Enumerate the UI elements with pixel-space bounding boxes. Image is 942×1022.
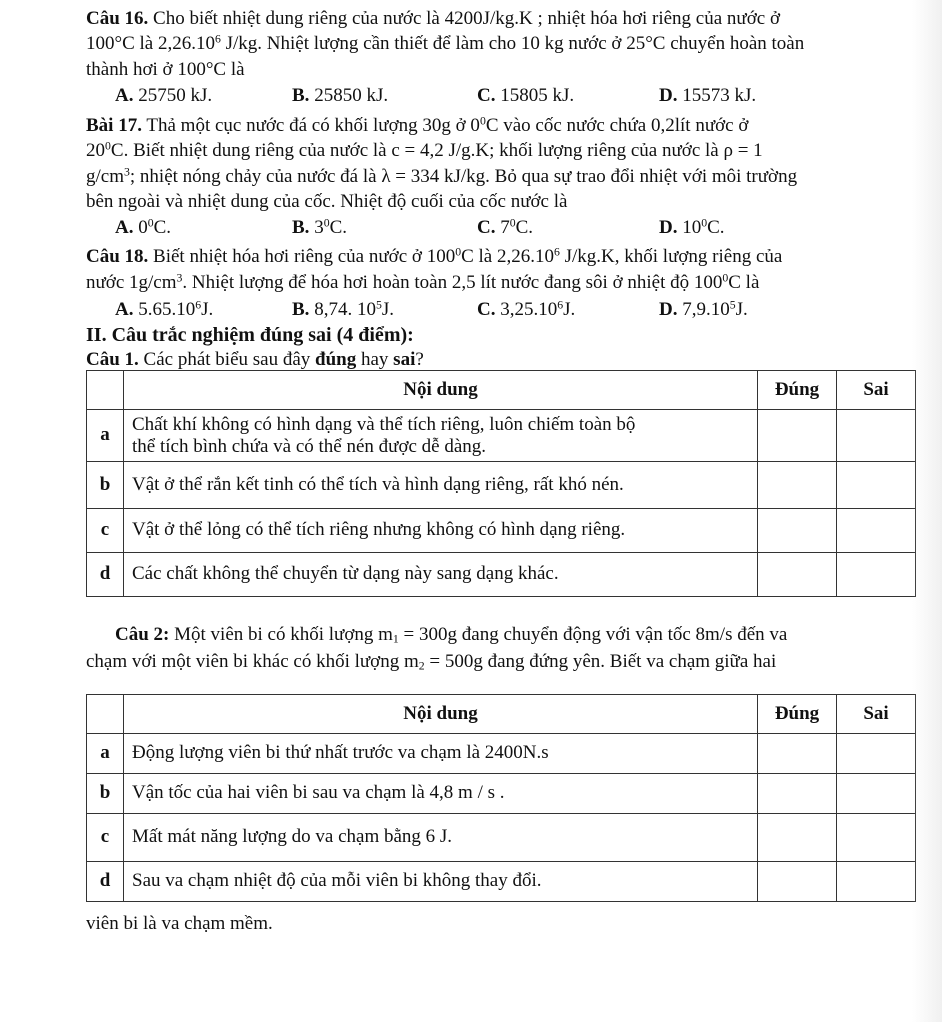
q16-line1 — [86, 8, 780, 31]
q16-option-d-key: D. — [659, 85, 678, 106]
q16-option-a-key: A. — [115, 85, 134, 106]
q18-option-c-sup: 6 — [557, 298, 564, 312]
q16-option-c-text: 15805 kJ. — [500, 85, 575, 106]
q17-option-d-key: D. — [659, 217, 678, 238]
q17-text1a: Thả một cục nước đá có khối lượng 30g ở 0 — [146, 115, 480, 136]
tf2-text1a: Một viên bi có khối lượng m — [169, 624, 393, 645]
q18-sup1: 0 — [455, 245, 462, 259]
q17-option-c — [477, 217, 533, 240]
tf1-header-content: Nội dung — [124, 371, 758, 410]
false-answer-cell[interactable] — [837, 410, 916, 462]
q17-label: Bài 17. — [86, 115, 142, 136]
q18-option-c-num: 3,25.10 — [500, 299, 558, 320]
tf1-intro-mid: hay — [356, 349, 394, 370]
tf1-header-true: Đúng — [758, 371, 837, 410]
false-answer-cell[interactable] — [837, 734, 916, 774]
q16-text1: Cho biết nhiệt dung riêng của nước là 4200J/kg.K ; nhiệt hóa hơi riêng của nước ở — [153, 8, 781, 29]
table-row — [87, 814, 916, 862]
row-label: b — [87, 774, 124, 814]
q18-line1 — [86, 246, 782, 269]
table-row — [87, 462, 916, 509]
tf1-table — [86, 370, 916, 597]
tf1-intro — [86, 349, 424, 372]
q18-sup2b: 0 — [722, 271, 729, 285]
tf1-header-row — [87, 371, 916, 410]
row-label: d — [87, 553, 124, 597]
q17-option-d-num: 10 — [682, 217, 702, 238]
tf2-text2b: = 500g đang đứng yên. Biết va chạm giữa hai — [424, 651, 777, 672]
q18-option-c-key: C. — [477, 299, 496, 320]
q18-option-a-unit: J. — [201, 299, 214, 320]
tf1-intro-text: Các phát biểu sau đây — [138, 349, 316, 370]
row-content: Vật ở thể lỏng có thể tích riêng nhưng không có hình dạng riêng. — [124, 509, 758, 553]
q17-option-d-sup: 0 — [701, 216, 708, 230]
q16-line2 — [86, 33, 804, 56]
q16-option-b-text: 25850 kJ. — [314, 85, 389, 106]
q18-option-b-unit: J. — [381, 299, 394, 320]
row-label: a — [87, 410, 124, 462]
table-row — [87, 774, 916, 814]
tf2-header-label — [87, 695, 124, 734]
q18-text2c: C là — [728, 272, 760, 293]
tf2-label: Câu 2: — [115, 624, 170, 645]
true-answer-cell[interactable] — [758, 410, 837, 462]
q17-option-b-unit: C. — [329, 217, 348, 238]
q16-option-b-key: B. — [292, 85, 310, 106]
q16-text2b: J/kg. Nhiệt lượng cần thiết để làm cho 10 kg nước ở 25°C chuyển hoàn toàn — [220, 33, 805, 54]
q16-label: Câu 16. — [86, 8, 149, 29]
q18-option-d-unit: J. — [735, 299, 748, 320]
q18-option-d-key: D. — [659, 299, 678, 320]
q17-option-a — [115, 217, 171, 240]
table-row — [87, 734, 916, 774]
q17-option-a-num: 0 — [138, 217, 148, 238]
q16-option-c-key: C. — [477, 85, 496, 106]
q17-option-c-unit: C. — [515, 217, 534, 238]
q18-option-a-num: 5.65.10 — [138, 299, 196, 320]
row-content: Mất mát năng lượng do va chạm bằng 6 J. — [124, 814, 758, 862]
q16-option-d-text: 15573 kJ. — [682, 85, 757, 106]
q17-option-c-num: 7 — [500, 217, 510, 238]
row-content: Sau va chạm nhiệt độ của mỗi viên bi không thay đổi. — [124, 862, 758, 902]
q18-sup2: 3 — [176, 271, 183, 285]
tf2-line1 — [115, 624, 787, 647]
q17-option-a-key: A. — [115, 217, 134, 238]
q17-text2b: C. Biết nhiệt dung riêng của nước là c = 4,2 J/g.K; khối lượng riêng của nước là ρ = 1 — [110, 140, 763, 161]
q17-sup2: 0 — [105, 139, 111, 153]
tf2-header-true: Đúng — [758, 695, 837, 734]
q17-sup3: 3 — [124, 165, 130, 179]
row-content-line2: thể tích bình chứa và có thể nén được dễ dàng. — [132, 435, 487, 457]
true-answer-cell[interactable] — [758, 553, 837, 597]
tf2-text1b: = 300g đang chuyển động với vận tốc 8m/s đến va — [398, 624, 788, 645]
tf2-sub1: 1 — [392, 632, 399, 646]
q18-label: Câu 18. — [86, 246, 149, 267]
table-row — [87, 862, 916, 902]
q17-line3 — [86, 166, 797, 189]
q17-text2a: 20 — [86, 140, 105, 161]
q16-option-d — [659, 85, 756, 108]
q17-text1b: C vào cốc nước chứa 0,2lít nước ở — [485, 115, 749, 136]
row-label: b — [87, 462, 124, 509]
q18-option-b-num: 8,74. 10 — [314, 299, 376, 320]
false-answer-cell[interactable] — [837, 862, 916, 902]
q18-option-b-key: B. — [292, 299, 310, 320]
q18-line2 — [86, 272, 759, 295]
row-content: Các chất không thể chuyển từ dạng này sang dạng khác. — [124, 553, 758, 597]
tf2-text2a: chạm với một viên bi khác có khối lượng m — [86, 651, 419, 672]
q18-option-b — [292, 299, 394, 322]
q17-sup1: 0 — [479, 114, 486, 128]
row-content — [124, 410, 758, 462]
table-row — [87, 410, 916, 462]
tf1-header-label — [87, 371, 124, 410]
page-edge-shadow — [912, 0, 942, 1022]
row-content-line1: Chất khí không có hình dạng và thể tích riêng, luôn chiếm toàn bộ — [132, 413, 636, 435]
q18-text2b: . Nhiệt lượng để hóa hơi hoàn toàn 2,5 lít nước đang sôi ở nhiệt độ 100 — [182, 272, 723, 293]
row-content: Vật ở thể rắn kết tinh có thể tích và hình dạng riêng, rất khó nén. — [124, 462, 758, 509]
q17-option-a-unit: C. — [153, 217, 172, 238]
q17-line4: bên ngoài và nhiệt dung của cốc. Nhiệt độ cuối của cốc nước là — [86, 191, 568, 212]
q17-line1 — [86, 115, 748, 138]
q16-option-c — [477, 85, 574, 108]
q16-option-a-text: 25750 kJ. — [138, 85, 213, 106]
q18-option-d-sup: 5 — [729, 298, 736, 312]
q17-option-c-key: C. — [477, 217, 496, 238]
tf2-tail: viên bi là va chạm mềm. — [86, 913, 273, 934]
q18-text2a: nước 1g/cm — [86, 272, 177, 293]
false-answer-cell[interactable] — [837, 509, 916, 553]
row-label: a — [87, 734, 124, 774]
table-row — [87, 553, 916, 597]
q18-option-a-key: A. — [115, 299, 134, 320]
false-answer-cell[interactable] — [837, 462, 916, 509]
q18-option-d — [659, 299, 748, 322]
tf1-label: Câu 1. — [86, 349, 139, 370]
q18-text1a: Biết nhiệt hóa hơi riêng của nước ở 100 — [153, 246, 456, 267]
q18-text1c: J/kg.K, khối lượng riêng của — [559, 246, 783, 267]
table-row — [87, 509, 916, 553]
row-content: Vận tốc của hai viên bi sau va chạm là 4,8 m / s . — [124, 774, 758, 814]
row-label: d — [87, 862, 124, 902]
q18-text1b: C là 2,26.10 — [461, 246, 554, 267]
false-answer-cell[interactable] — [837, 774, 916, 814]
q17-option-d — [659, 217, 725, 240]
q17-option-b — [292, 217, 347, 240]
q17-option-b-key: B. — [292, 217, 310, 238]
false-answer-cell[interactable] — [837, 553, 916, 597]
tf2-header-content: Nội dung — [124, 695, 758, 734]
q16-sup: 6 — [214, 32, 221, 46]
q18-sup1b: 6 — [553, 245, 560, 259]
q17-option-d-unit: C. — [707, 217, 725, 238]
q18-option-c-unit: J. — [563, 299, 576, 320]
tf2-line2 — [86, 651, 776, 674]
true-answer-cell[interactable] — [758, 509, 837, 553]
q17-text3b: ; nhiệt nóng chảy của nước đá là λ = 334 kJ/kg. Bỏ qua sự trao đổi nhiệt với môi trường — [129, 166, 798, 187]
row-content: Động lượng viên bi thứ nhất trước va chạm là 2400N.s — [124, 734, 758, 774]
q17-line2 — [86, 140, 763, 163]
true-answer-cell[interactable] — [758, 862, 837, 902]
true-answer-cell[interactable] — [758, 462, 837, 509]
section2-title: II. Câu trắc nghiệm đúng sai (4 điểm): — [86, 324, 414, 346]
tf2-table — [86, 694, 916, 902]
false-answer-cell[interactable] — [837, 814, 916, 862]
true-answer-cell[interactable] — [758, 774, 837, 814]
q18-option-a — [115, 299, 213, 322]
q16-option-b — [292, 85, 388, 108]
q18-option-c — [477, 299, 575, 322]
q16-text2a: 100°C là 2,26.10 — [86, 33, 215, 54]
q18-option-d-num: 7,9.10 — [682, 299, 730, 320]
tf1-intro-bold-true: đúng — [315, 349, 357, 370]
row-label: c — [87, 509, 124, 553]
true-answer-cell[interactable] — [758, 734, 837, 774]
q18-option-a-sup: 6 — [195, 298, 202, 312]
tf1-intro-end: ? — [415, 349, 424, 370]
tf1-header-false: Sai — [837, 371, 916, 410]
q16-line3: thành hơi ở 100°C là — [86, 59, 245, 80]
tf2-header-row — [87, 695, 916, 734]
q18-option-b-sup: 5 — [375, 298, 382, 312]
tf2-sub2: 2 — [418, 659, 425, 673]
q17-option-c-sup: 0 — [509, 216, 516, 230]
q17-text3a: g/cm — [86, 166, 124, 187]
true-answer-cell[interactable] — [758, 814, 837, 862]
q17-option-b-sup: 0 — [323, 216, 330, 230]
tf1-intro-bold-false: sai — [393, 349, 416, 370]
q17-option-b-num: 3 — [314, 217, 324, 238]
row-label: c — [87, 814, 124, 862]
q16-option-a — [115, 85, 212, 108]
tf2-header-false: Sai — [837, 695, 916, 734]
q17-option-a-sup: 0 — [147, 216, 154, 230]
